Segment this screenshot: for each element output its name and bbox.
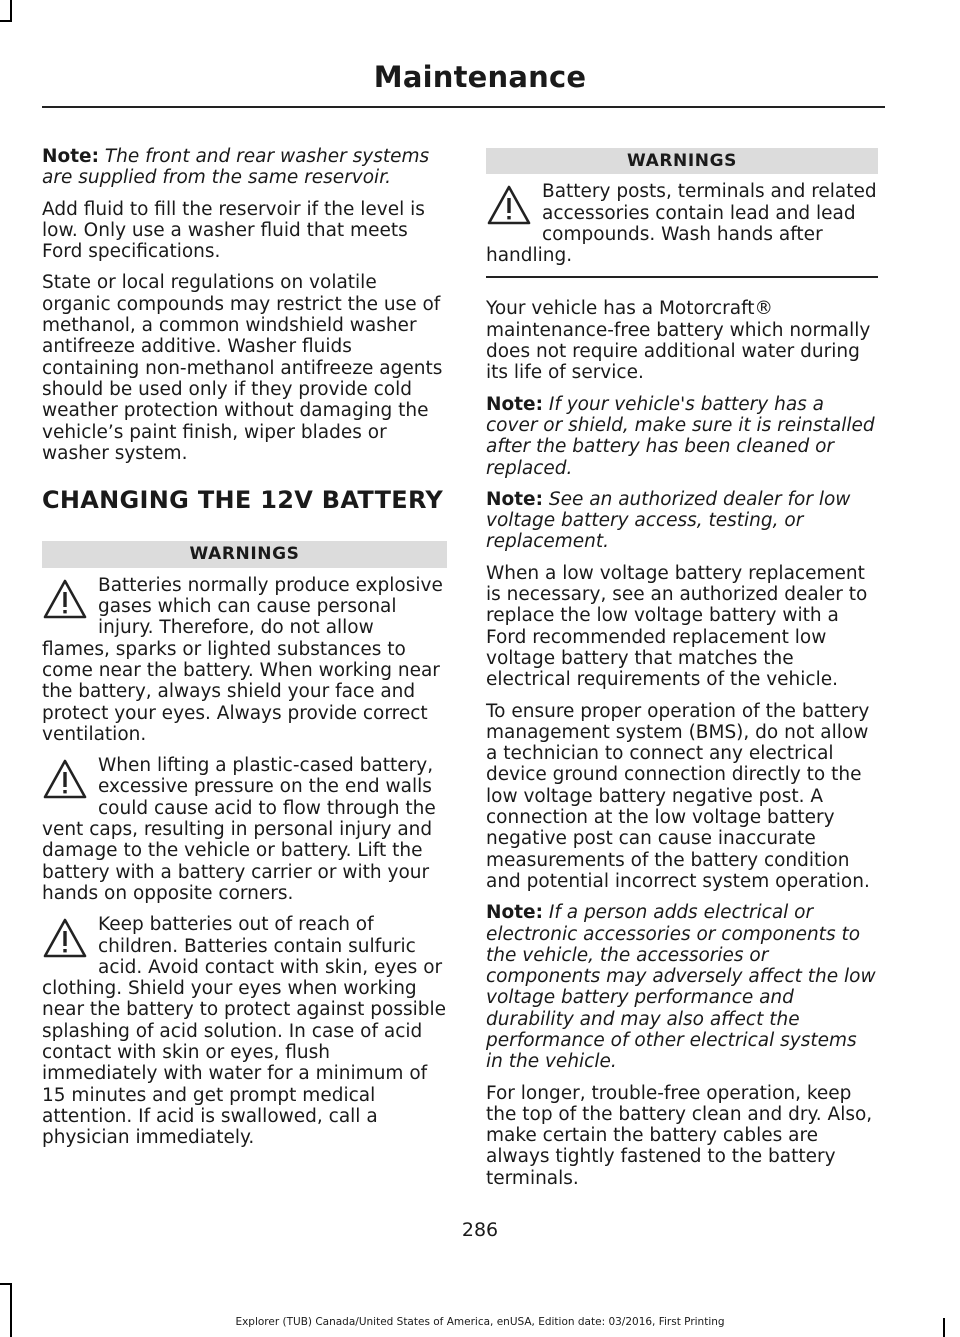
crop-mark-bottom-left [10, 1283, 12, 1337]
warning-triangle-icon [42, 577, 88, 623]
warning-item [42, 914, 447, 1148]
section-heading: CHANGING THE 12V BATTERY [42, 486, 444, 515]
warning-triangle-icon [486, 183, 532, 229]
page-number: 286 [461, 1219, 499, 1241]
crop-mark-top-left [10, 0, 12, 22]
note-label: Note: [486, 902, 543, 924]
footer-edition-info: Explorer (TUB) Canada/United States of America, enUSA, Edition date: 03/2016, First Printing [235, 1316, 725, 1328]
page-title: Maintenance [373, 60, 587, 94]
warning-triangle-icon [42, 916, 88, 962]
warning-item [42, 755, 447, 904]
warning-item [486, 181, 878, 266]
paragraph: For longer, trouble-free operation, keep the top of the battery clean and dry. Also, make certain the battery cables are always tightly fastened to the battery terminals. [486, 1082, 873, 1189]
warning-text: Keep batteries out of reach of children. Batteries contain sulfuric acid. Avoid contact with skin, eyes or clothing. Shield your eyes when working near the battery to protect against possible splashing of acid solution. In case of acid contact with skin or eyes, flush immediately with water for a minimum of 15 minutes and get prompt medical attention. If acid is swallowed, call a physician immediately. [42, 914, 447, 1149]
note-accessories [486, 902, 878, 1072]
warning-triangle-icon [42, 757, 88, 803]
paragraph: State or local regulations on volatile organic compounds may restrict the use of methanol, a common windshield washer antifreeze additive. Washer fluids containing non-methanol antifreeze agents should be used only if they provide cold weather protection without damaging the vehicle’s paint finish, wiper blades or washer system. [42, 272, 443, 464]
crop-mark-top-left-horizontal [0, 20, 12, 22]
paragraph: To ensure proper operation of the battery management system (BMS), do not allow a technician to connect any electrical device ground connection directly to the low voltage battery negative post. A connection at the low voltage battery negative post can cause inaccurate measurements of the battery condition and potential incorrect system operation. [486, 700, 870, 892]
note-dealer-access [486, 489, 878, 553]
left-column [42, 146, 447, 1158]
warnings-heading: WARNINGS [42, 541, 447, 567]
crop-mark-bottom-left-horizontal [0, 1283, 12, 1285]
note-text: See an authorized dealer for low voltage battery access, testing, or replacement. [486, 488, 851, 553]
note-text: If your vehicle's battery has a cover or shield, make sure it is reinstalled after the battery has been cleaned or replaced. [486, 393, 875, 479]
warning-item [42, 575, 447, 745]
note-battery-cover [486, 394, 878, 479]
note-label: Note: [42, 146, 99, 167]
paragraph: Add fluid to fill the reservoir if the level is low. Only use a washer fluid that meets Ford specifications. [42, 198, 425, 263]
note-washer-reservoir [42, 146, 447, 189]
note-text: If a person adds electrical or electronic accessories or components to the vehicle, the accessories or components may adversely affect the low voltage battery performance and durability and may also affect the performance of other electrical systems in the vehicle. [486, 902, 876, 1073]
note-text: The front and rear washer systems are supplied from the same reservoir. [42, 146, 430, 189]
note-label: Note: [486, 393, 543, 415]
warning-text: Battery posts, terminals and related accessories contain lead and lead compounds. Wash hands after handling. [486, 181, 877, 267]
note-label: Note: [486, 488, 543, 510]
paragraph: Your vehicle has a Motorcraft® maintenance-free battery which normally does not require additional water during its life of service. [486, 298, 871, 384]
paragraph: When a low voltage battery replacement is necessary, see an authorized dealer to replace the low voltage battery with a Ford recommended replacement low voltage battery that matches the electrical requirements of the vehicle. [486, 562, 868, 691]
warnings-end-divider [486, 276, 878, 278]
right-column [486, 148, 878, 1199]
warning-text: When lifting a plastic-cased battery, excessive pressure on the end walls could cause acid to flow through the vent caps, resulting in personal injury and damage to the vehicle or battery. Lift the battery with a battery carrier or with your hands on opposite corners. [42, 755, 436, 904]
header-divider [42, 106, 885, 108]
warning-text: Batteries normally produce explosive gases which can cause personal injury. Therefore, do not allow flames, sparks or lighted substances to come near the battery. When working near the battery, always shield your face and protect your eyes. Always provide correct ventilation. [42, 574, 443, 745]
warnings-heading: WARNINGS [486, 148, 878, 174]
